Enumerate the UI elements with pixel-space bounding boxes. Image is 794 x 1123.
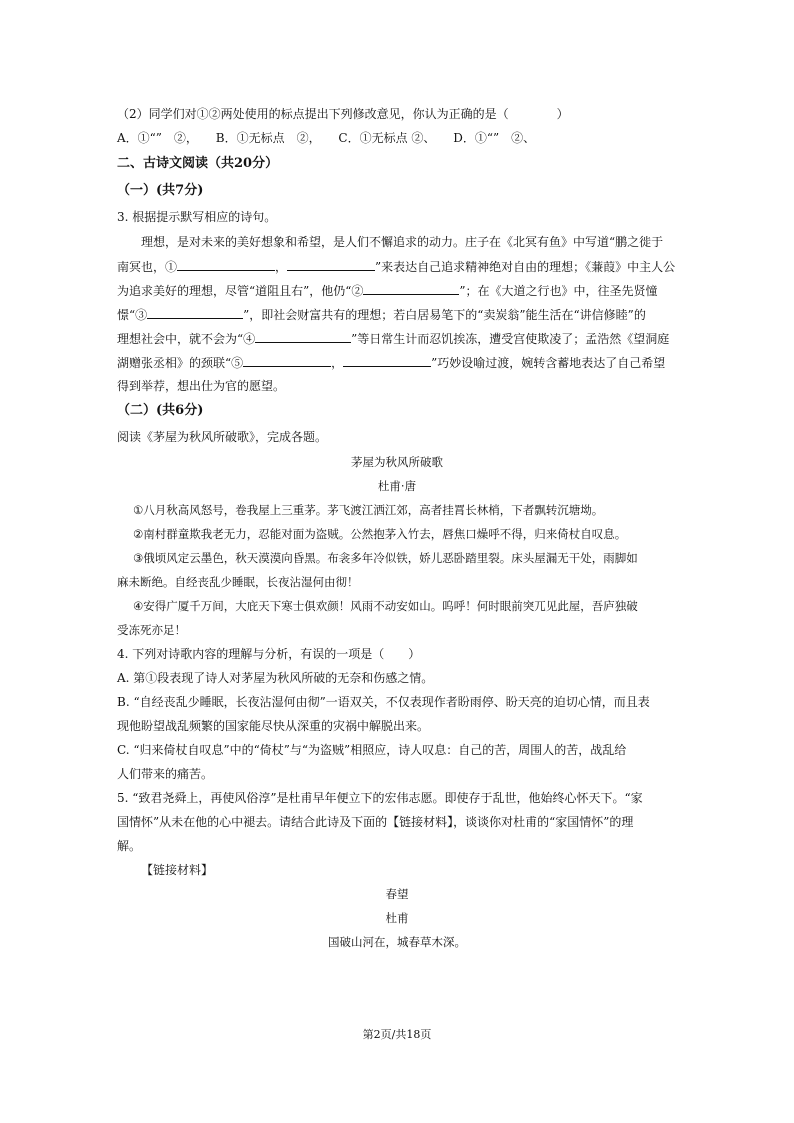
- blank-1a[interactable]: [177, 258, 275, 271]
- link-poem-author: 杜甫: [385, 911, 409, 925]
- q3-line: 理想，是对未来的美好想象和希望，是人们不懈追求的动力。庄子在《北冥有鱼》中写道“鹏之徙于: [141, 235, 664, 249]
- poem-para: ④安得广厦千万间，大庇天下寒士俱欢颜！风雨不动安如山。呜呼！何时眼前突兀见此屋，吾庐独破: [133, 599, 638, 613]
- link-poem-title: 春望: [385, 887, 409, 901]
- q3-line: 理想社会中，就不会为“④ ”等日常生计而忍饥挨冻，遭受宫使欺凌了；孟浩然《望洞庭: [117, 332, 670, 346]
- q4-option: 现他盼望战乱频繁的国家能尽快从深重的灾祸中解脱出来。: [117, 719, 430, 733]
- blank-4[interactable]: [255, 330, 351, 343]
- q5-line: 5. “致君尧舜上，再使风俗淳”是杜甫早年便立下的宏伟志愿。即使存于乱世，他始终心怀天下。“家: [117, 791, 643, 805]
- q4-option: B. “自经丧乱少睡眠，长夜沾湿何由彻”一语双关，不仅表现作者盼雨停、盼天亮的迫切心情，而且表: [117, 695, 650, 709]
- poem-para: ③俄顷风定云墨色，秋天漠漠向昏黑。布衾多年冷似铁，娇儿恶卧踏里裂。床头屋漏无干处，雨脚如: [133, 551, 638, 565]
- blank-3[interactable]: [147, 306, 243, 319]
- q3-line: 湖赠张丞相》的颈联“⑤ ， ”巧妙设喻过渡，婉转含蓄地表达了自己希望: [117, 356, 666, 370]
- blank-5a[interactable]: [243, 354, 331, 367]
- link-label: 【链接材料】: [141, 863, 214, 877]
- section-title: 二、古诗文阅读（共20分）: [117, 156, 279, 171]
- q4-option: C. “归来倚杖自叹息”中的“倚杖”与“为盗贼”相照应，诗人叹息：自己的苦，周围人的苦，战乱给: [117, 743, 627, 757]
- blank-5b[interactable]: [343, 354, 431, 367]
- q3-stem: 3. 根据提示默写相应的诗句。: [117, 210, 277, 224]
- option-c: C．①无标点 ②、: [338, 131, 436, 145]
- q4-option: 人们带来的痛苦。: [117, 767, 214, 781]
- poem-para: ②南村群童欺我老无力，忍能对面为盗贼。公然抱茅入竹去，唇焦口燥呼不得，归来倚杖自叹息。: [133, 527, 627, 541]
- read-intro: 阅读《茅屋为秋风所破歌》，完成各题。: [117, 430, 328, 444]
- poem-author: 杜甫·唐: [377, 479, 417, 493]
- poem-para: 麻未断绝。自经丧乱少睡眠，长夜沾湿何由彻！: [117, 575, 359, 589]
- q5-line: 解。: [117, 839, 142, 853]
- option-d: D．①“” ②、: [453, 131, 536, 145]
- q4-option: A. 第①段表现了诗人对茅屋为秋风所破的无奈和伤感之情。: [117, 671, 434, 685]
- q3-line: 南冥也，① ， ”来表达自己追求精神绝对自由的理想；《蒹葭》中主人公: [117, 260, 676, 274]
- poem-para: 受冻死亦足！: [117, 623, 186, 637]
- part1-title: （一）(共7分): [117, 183, 204, 198]
- link-poem-line: 国破山河在，城春草木深。: [328, 935, 466, 949]
- poem-title: 茅屋为秋风所破歌: [351, 455, 443, 469]
- blank-1b[interactable]: [287, 258, 375, 271]
- option-b: B．①无标点 ②，: [215, 131, 321, 145]
- blank-2[interactable]: [363, 282, 459, 295]
- q2-sub-stem: （2）同学们对①②两处使用的标点提出下列修改意见，你认为正确的是（ ）: [117, 107, 569, 121]
- page-footer: 第2页/共18页: [362, 1028, 432, 1041]
- option-a: A．①“” ②，: [117, 131, 198, 145]
- q3-line: 为追求美好的理想，尽管“道阻且右”，他仍“② ”；在《大道之行也》中，往圣先贤憧: [117, 284, 658, 298]
- q5-line: 国情怀”从未在他的心中褪去。请结合此诗及下面的【链接材料】，谈谈你对杜甫的“家国情怀”的理: [117, 815, 634, 829]
- poem-para: ①八月秋高风怒号，卷我屋上三重茅。茅飞渡江洒江郊，高者挂罥长林梢，下者飘转沉塘坳。: [133, 503, 604, 517]
- part2-title: （二）(共6分): [117, 403, 204, 418]
- q4-stem: 4. 下列对诗歌内容的理解与分析，有误的一项是（ ）: [117, 647, 421, 661]
- q3-line: 憬“③ ”，即社会财富共有的理想；若白居易笔下的“卖炭翁”能生活在“讲信修睦”的: [117, 308, 646, 322]
- q3-line: 得到举荐，想出仕为官的愿望。: [117, 379, 286, 393]
- q2-sub-options: [117, 130, 549, 146]
